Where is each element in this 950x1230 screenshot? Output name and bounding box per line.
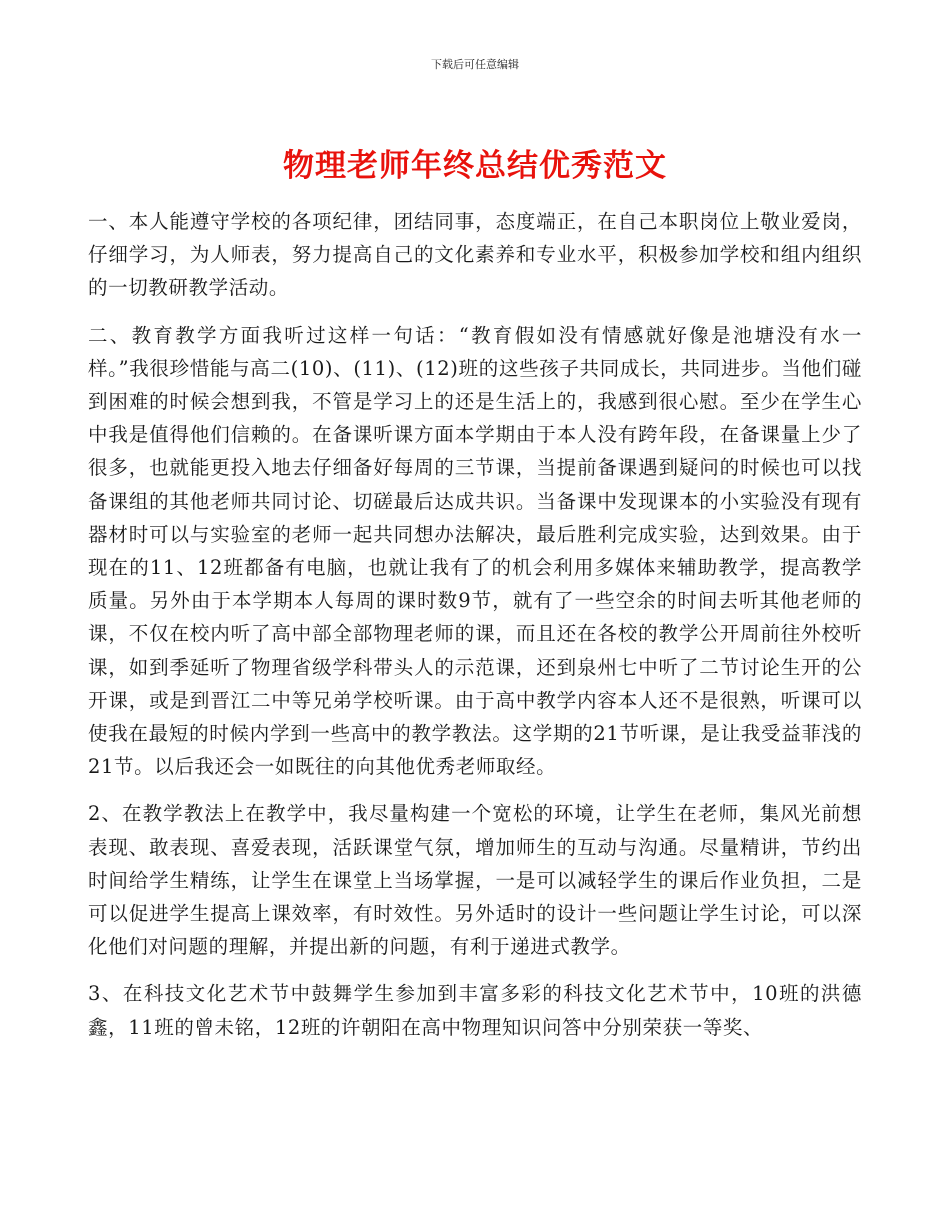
document-title: 物理老师年终总结优秀范文: [283, 148, 667, 184]
paragraph-teaching: 二、教育教学方面我听过这样一句话：“教育假如没有情感就好像是池塘没有水一样。”我很珍惜能与高二(10)、(11)、(12)班的这些孩子共同成长，共同进步。当他们碰到困难的时候会想到我，不管是学习上的还是生活上的，我感到很心慰。至少在学生心中我是值得他们信赖的。在备课听课方面本学期由于本人没有跨年段，在备课量上少了很多，也就能更投入地去仔细备好每周的三节课，当提前备课遇到疑问的时候也可以找备课组的其他老师共同讨论、切磋最后达成共识。当备课中发现课本的小实验没有现有器材时可以与实验室的老师一起共同想办法解决，最后胜利完成实验，达到效果。由于现在的11、12班都备有电脑，也就让我有了的机会利用多媒体来辅助教学，提高教学质量。另外由于本学期本人每周的课时数9节，就有了一些空余的时间去听其他老师的课，不仅在校内听了高中部全部物理老师的课，而且还在各校的教学公开周前往外校听课，如到季延听了物理省级学科带头人的示范课，还到泉州七中听了二节讨论生开的公开课，或是到晋江二中等兄弟学校听课。由于高中教学内容本人还不是很熟，听课可以使我在最短的时候内学到一些高中的教学教法。这学期的21节听课，是让我受益菲浅的21节。以后我还会一如既往的向其他优秀老师取经。: [88, 323, 862, 779]
paragraph-discipline: 一、本人能遵守学校的各项纪律，团结同事，态度端正，在自己本职岗位上敬业爱岗，仔细学习，为人师表，努力提高自己的文化素养和专业水平，积极参加学校和组内组织的一切教研教学活动。: [88, 210, 862, 300]
paragraph-festival: 3、在科技文化艺术节中鼓舞学生参加到丰富多彩的科技文化艺术节中，10班的洪德鑫，11班的曾未铭，12班的许朝阳在高中物理知识问答中分别荣获一等奖、: [88, 982, 862, 1039]
document-body: [88, 205, 862, 1058]
paragraph-methods: 2、在教学教法上在教学中，我尽量构建一个宽松的环境，让学生在老师，集风光前想表现、敢表现、喜爱表现，活跃课堂气氛，增加师生的互动与沟通。尽量精讲，节约出时间给学生精练，让学生在课堂上当场掌握，一是可以减轻学生的课后作业负担，二是可以促进学生提高上课效率，有时效性。另外适时的设计一些问题让学生讨论，可以深化他们对问题的理解，并提出新的问题，有利于递进式教学。: [88, 802, 862, 959]
page-header-note: 下载后可任意编辑: [431, 58, 519, 71]
